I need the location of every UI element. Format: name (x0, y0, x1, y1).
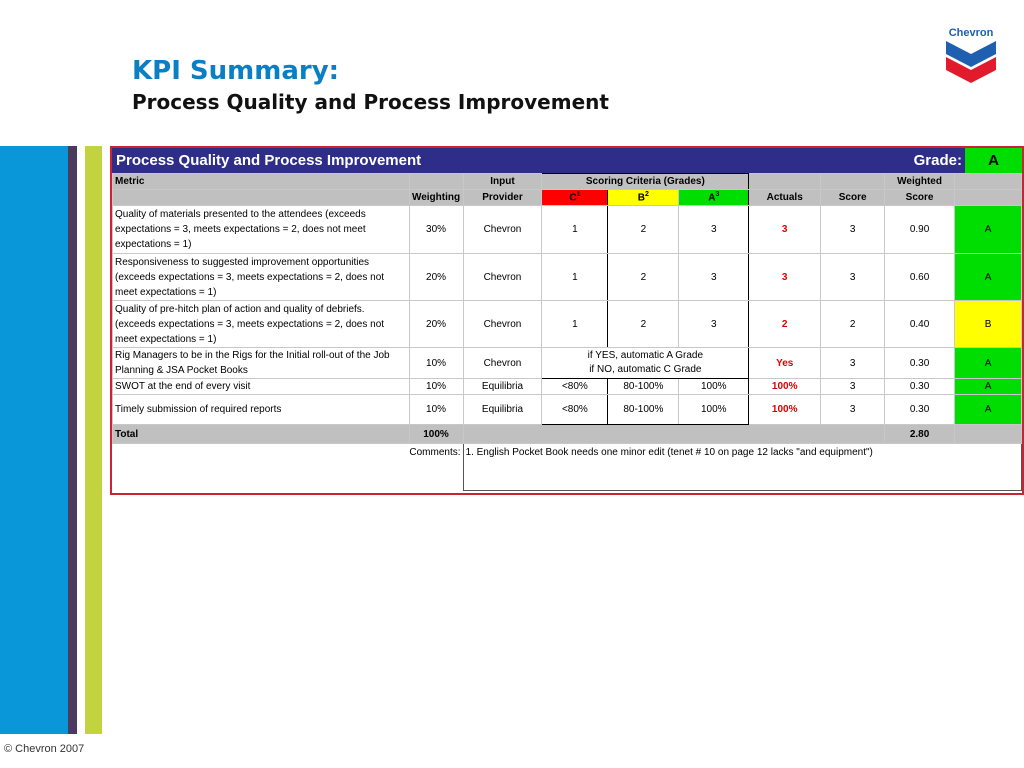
row-actuals: 3 (749, 206, 821, 254)
row-a: 3 (679, 301, 749, 348)
header-grade-bottom (955, 190, 1022, 206)
row-c: 1 (542, 301, 608, 348)
row-score: 2 (821, 301, 885, 348)
row-metric: Quality of pre-hitch plan of action and quality of debriefs. (exceeds expectations = 3, meets expectations = 2, does not meet expectations = 1) (113, 301, 410, 348)
header-weighting: Weighting (409, 190, 463, 206)
row-metric: Quality of materials presented to the attendees (exceeds expectations = 3, meets expectations = 2, does not meet expectations = 1) (113, 206, 410, 254)
kpi-table-panel (110, 146, 1024, 495)
row-criteria-yes-no (542, 348, 749, 379)
row-actuals: 3 (749, 254, 821, 301)
row-weighting: 30% (409, 206, 463, 254)
row-weighting: 10% (409, 395, 463, 425)
row-metric: SWOT at the end of every visit (113, 379, 410, 395)
comments-row (113, 444, 1022, 491)
row-actuals: 2 (749, 301, 821, 348)
total-grade-spacer (955, 425, 1022, 444)
copyright: © Chevron 2007 (4, 743, 85, 755)
row-a: 3 (679, 254, 749, 301)
criteria-no-line: if NO, automatic C Grade (589, 364, 702, 375)
table-header-bar (112, 148, 1022, 173)
row-b: 2 (608, 301, 679, 348)
header-metric-bottom (113, 190, 410, 206)
row-weighted: 0.30 (885, 395, 955, 425)
row-a: 3 (679, 206, 749, 254)
decor-bar-purple (68, 146, 77, 734)
header-grade-top (955, 174, 1022, 190)
header-actuals: Actuals (749, 190, 821, 206)
row-weighted: 0.30 (885, 348, 955, 379)
table-row (113, 395, 1022, 425)
total-spacer (463, 425, 885, 444)
page-subtitle: Process Quality and Process Improvement (132, 90, 609, 114)
table-title: Process Quality and Process Improvement (116, 152, 422, 169)
header-weighting-top (409, 174, 463, 190)
row-grade: A (955, 206, 1022, 254)
comments-label: Comments: (409, 447, 461, 458)
header-scoring-criteria: Scoring Criteria (Grades) (542, 174, 749, 190)
row-provider: Chevron (463, 206, 542, 254)
table-row (113, 206, 1022, 254)
criteria-yes-line: if YES, automatic A Grade (587, 350, 704, 361)
total-row (113, 425, 1022, 444)
row-c: <80% (542, 395, 608, 425)
row-weighting: 20% (409, 301, 463, 348)
row-b: 2 (608, 206, 679, 254)
grade-label: Grade: (913, 152, 962, 169)
row-score: 3 (821, 395, 885, 425)
header-score: Score (821, 190, 885, 206)
row-weighting: 20% (409, 254, 463, 301)
header-grade-b: $B^2$ (608, 190, 679, 206)
row-b: 80-100% (608, 395, 679, 425)
row-b: 2 (608, 254, 679, 301)
row-provider: Equilibria (463, 395, 542, 425)
row-c: 1 (542, 206, 608, 254)
row-metric: Rig Managers to be in the Rigs for the Initial roll-out of the Job Planning & JSA Pocket Books (113, 348, 410, 379)
row-grade: A (955, 395, 1022, 425)
comments-text: 1. English Pocket Book needs one minor edit (tenet # 10 on page 12 lacks "and equipment") (463, 444, 1021, 491)
row-provider: Chevron (463, 301, 542, 348)
header-score-top (821, 174, 885, 190)
table-row (113, 379, 1022, 395)
header-provider: Provider (463, 190, 542, 206)
header-grade-a: $A^3$ (679, 190, 749, 206)
row-metric: Responsiveness to suggested improvement opportunities (exceeds expectations = 3, meets expectations = 2, does not meet expectations = 1) (113, 254, 410, 301)
row-score: 3 (821, 379, 885, 395)
row-weighted: 0.90 (885, 206, 955, 254)
decor-bar-green (85, 146, 102, 734)
row-c: <80% (542, 379, 608, 395)
header-weighted-score: Score (885, 190, 955, 206)
row-weighted: 0.30 (885, 379, 955, 395)
kpi-table (112, 173, 1022, 491)
header-input: Input (463, 174, 542, 190)
row-b: 80-100% (608, 379, 679, 395)
chevron-logo-icon (942, 24, 1000, 84)
row-provider: Equilibria (463, 379, 542, 395)
row-weighted: 0.60 (885, 254, 955, 301)
overall-grade: A (965, 148, 1022, 173)
total-weighting: 100% (409, 425, 463, 444)
row-grade: B (955, 301, 1022, 348)
header-actuals-top (749, 174, 821, 190)
row-c: 1 (542, 254, 608, 301)
page-title: KPI Summary: (132, 56, 340, 86)
row-a: 100% (679, 379, 749, 395)
header-weighted: Weighted (885, 174, 955, 190)
row-score: 3 (821, 348, 885, 379)
table-row (113, 254, 1022, 301)
row-grade: A (955, 379, 1022, 395)
row-metric: Timely submission of required reports (113, 395, 410, 425)
row-weighted: 0.40 (885, 301, 955, 348)
row-grade: A (955, 348, 1022, 379)
total-weighted: 2.80 (885, 425, 955, 444)
logo-text: Chevron (948, 27, 994, 39)
row-grade: A (955, 254, 1022, 301)
table-row (113, 301, 1022, 348)
row-actuals: 100% (749, 395, 821, 425)
row-score: 3 (821, 206, 885, 254)
total-label: Total (113, 425, 410, 444)
header-grade-c: $C^1$ (542, 190, 608, 206)
header-metric: Metric (113, 174, 410, 190)
row-actuals: 100% (749, 379, 821, 395)
row-actuals: Yes (749, 348, 821, 379)
row-weighting: 10% (409, 379, 463, 395)
table-row (113, 348, 1022, 379)
row-a: 100% (679, 395, 749, 425)
decor-bar-blue (0, 146, 68, 734)
row-score: 3 (821, 254, 885, 301)
row-provider: Chevron (463, 254, 542, 301)
row-weighting: 10% (409, 348, 463, 379)
row-provider: Chevron (463, 348, 542, 379)
